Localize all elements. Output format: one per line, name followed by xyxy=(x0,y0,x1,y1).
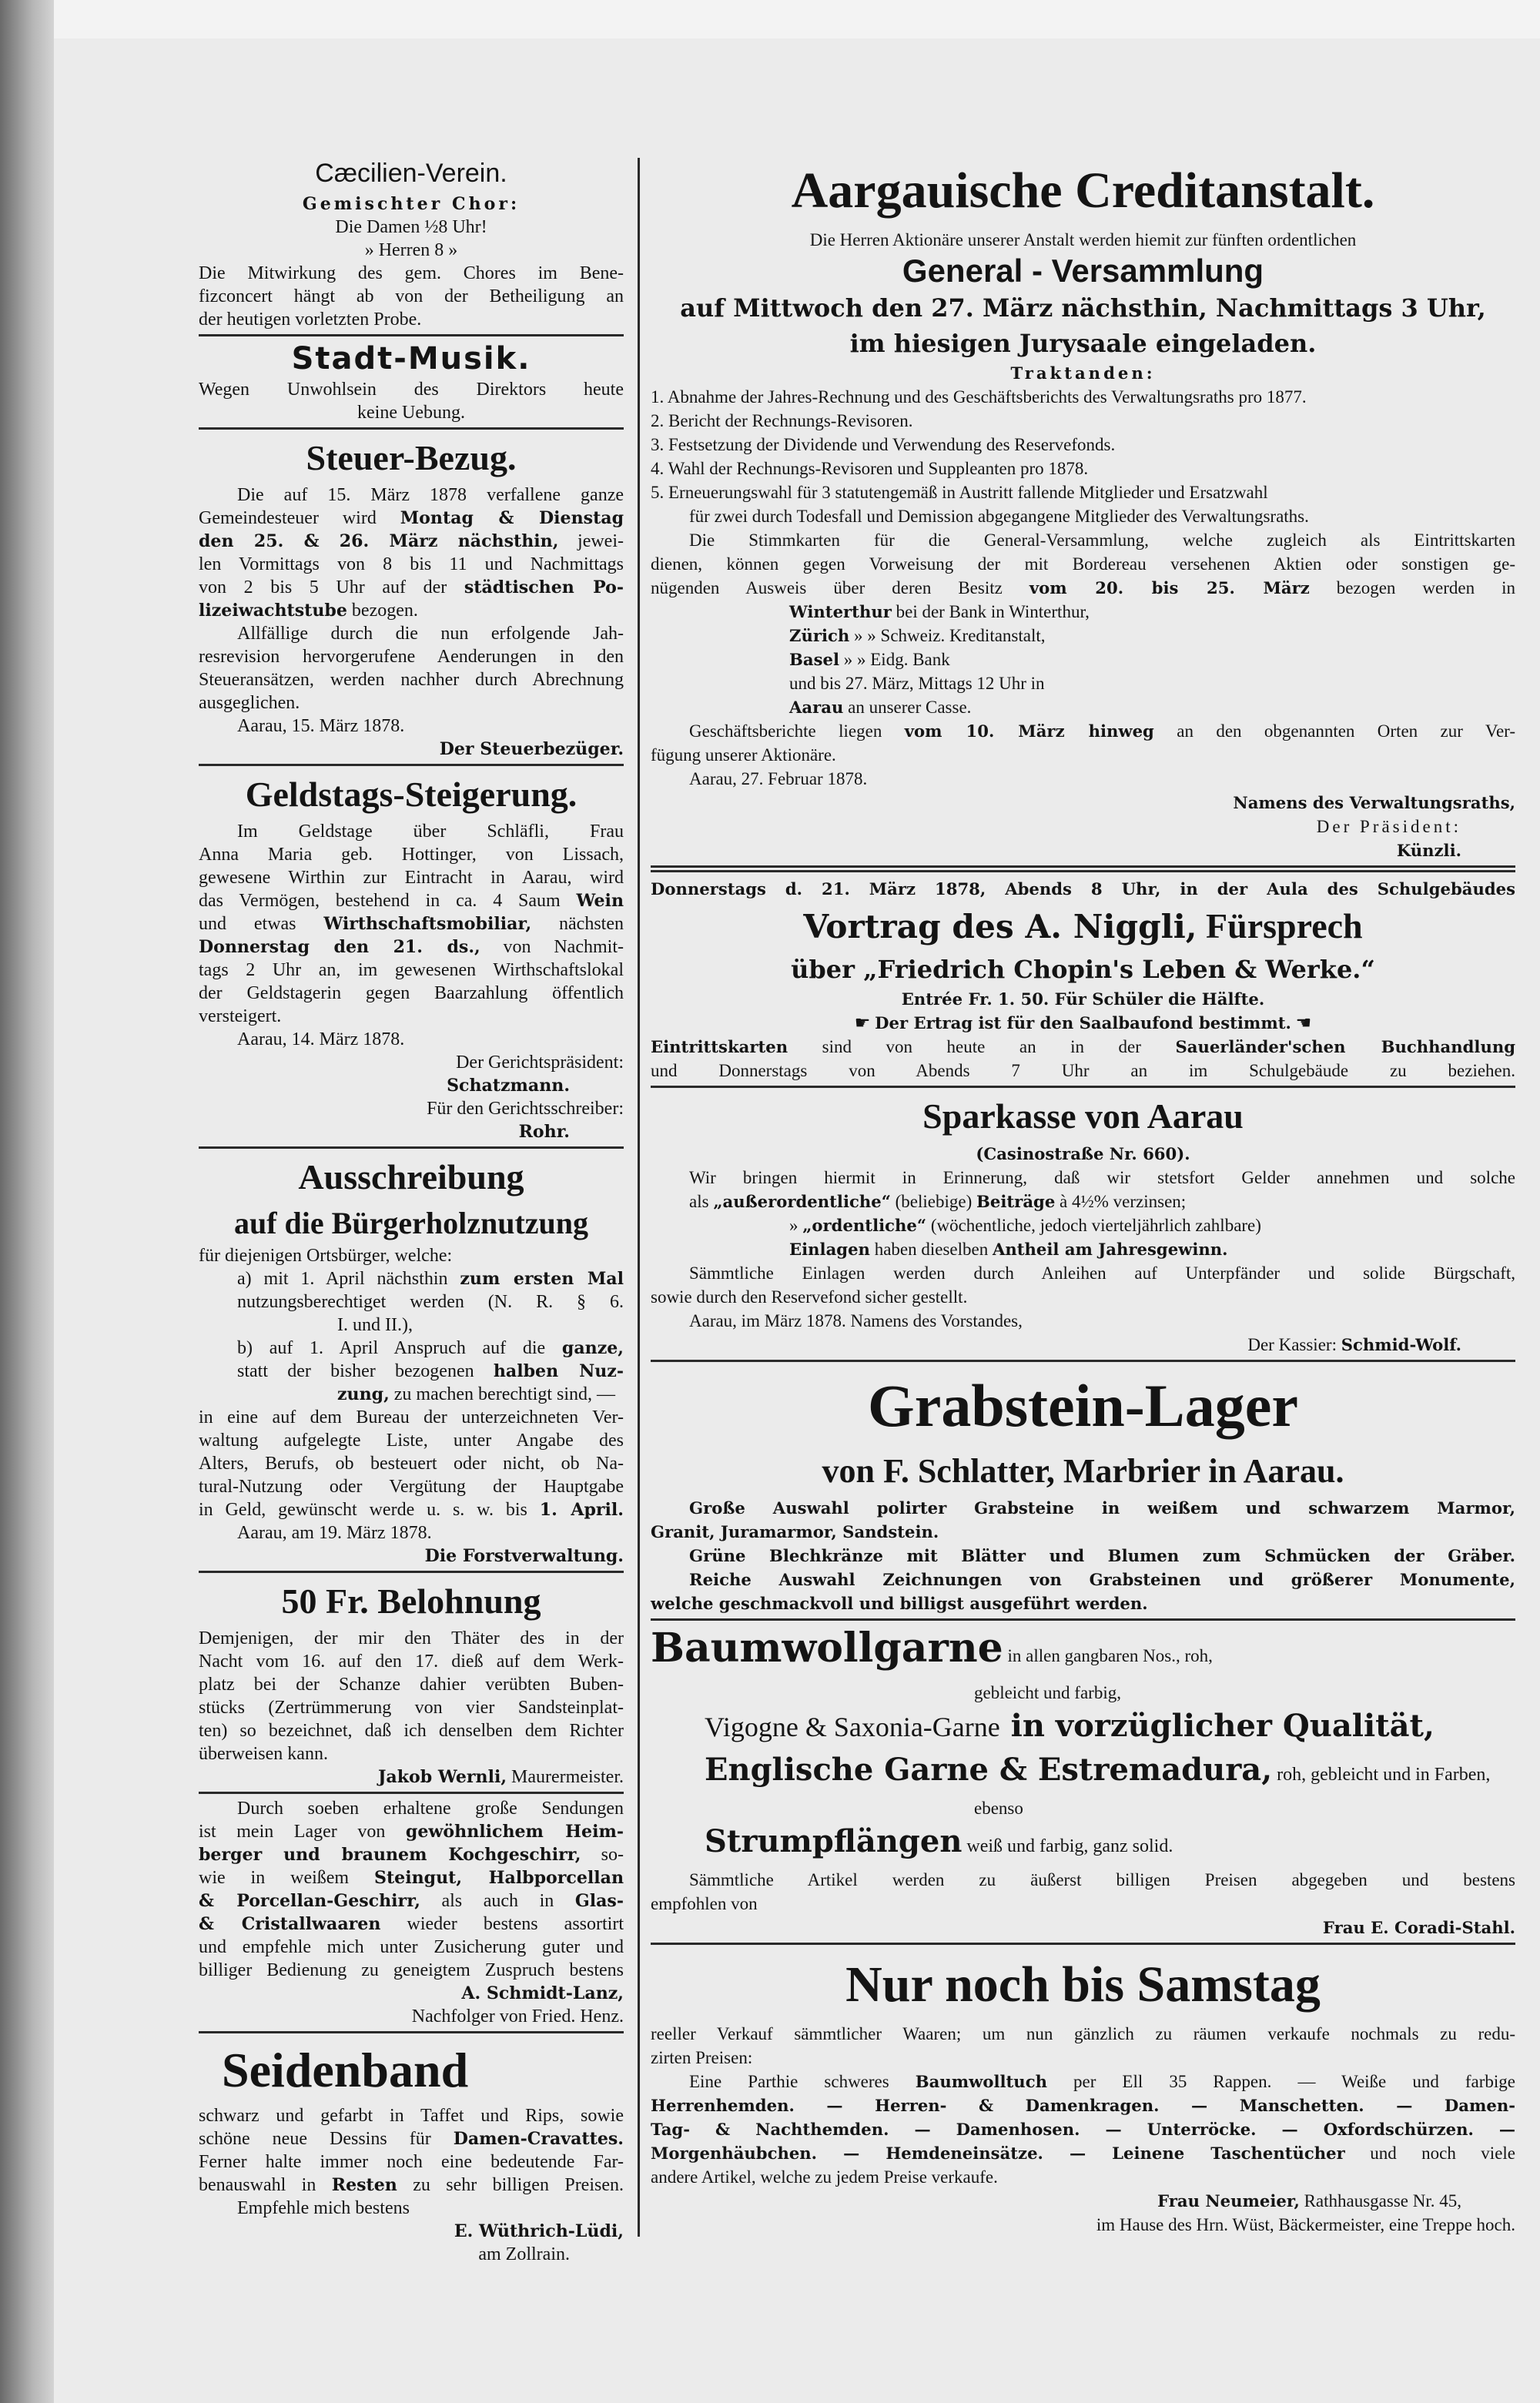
text-line: Empfehle mich bestens xyxy=(237,2198,410,2218)
bold-text: vom 10. März hinweg xyxy=(904,721,1154,741)
text-segment: schöne neue Dessins für xyxy=(199,2129,454,2149)
text-line: Demjenigen, der mir den Thäter des in der xyxy=(199,1628,624,1648)
text-line: Die Damen ½8 Uhr! xyxy=(335,217,487,237)
divider xyxy=(199,334,624,336)
text-line xyxy=(651,719,1515,743)
text-line: und bis 27. März, Mittags 12 Uhr in xyxy=(789,674,1045,693)
text-line: dienen, können gegen Vorweisung der mit Bordereau versehenen Aktien oder sonstigen ge- xyxy=(651,554,1515,574)
ad-heading: Grabstein-Lager xyxy=(868,1372,1298,1439)
text-segment: zu sehr billigen Preisen. xyxy=(397,2175,624,2195)
text-line xyxy=(199,2174,624,2197)
divider xyxy=(651,1618,1515,1621)
bold-text: Der Ertrag ist für den Saalbaufond bestimmt. xyxy=(875,1013,1291,1032)
text-segment: b) auf 1. April Anspruch auf die xyxy=(237,1338,562,1358)
text-line: Aarau, am 19. März 1878. xyxy=(237,1523,432,1543)
ad-heading: Sparkasse von Aarau xyxy=(922,1096,1244,1136)
text-line xyxy=(199,1866,624,1889)
text-segment: an unserer Casse. xyxy=(843,698,972,717)
bold-text: Traktanden: xyxy=(1010,363,1156,383)
bold-text: Der Steuerbezüger. xyxy=(439,739,624,759)
left-column xyxy=(199,154,624,2266)
text-line: Nachfolger von Fried. Henz. xyxy=(411,2006,624,2026)
text-line: I. und II.), xyxy=(337,1315,413,1335)
text-line xyxy=(199,1765,624,1789)
bold-text: Tag- & Nachthemden. — Damenhosen. — Unterröcke. — Oxfordschürzen. — xyxy=(651,2120,1515,2139)
ad-heading: 50 Fr. Belohnung xyxy=(281,1581,541,1621)
text-line xyxy=(199,2220,624,2243)
text-line: 1. Abnahme der Jahres-Rechnung und des Geschäftsberichts des Verwaltungsraths pro 1877. xyxy=(651,387,1307,407)
text-line: in eine auf dem Bureau der unterzeichneten Ver- xyxy=(199,1407,624,1427)
text-line xyxy=(199,530,624,553)
divider xyxy=(651,1360,1515,1362)
text-segment: Rathhausgasse Nr. 45, xyxy=(1299,2191,1461,2211)
text-line: Wir bringen hiermit in Erinnerung, daß wir stetsfort Gelder annehmen und solche xyxy=(689,1168,1515,1187)
text-line: platz bei der Schanze dahier verübten Buben- xyxy=(199,1675,624,1695)
bold-text: Entrée Fr. 1. 50. Für Schüler die Hälfte. xyxy=(901,989,1265,1009)
text-line xyxy=(199,576,624,599)
text-line: len Vormittags von 8 bis 11 und Nachmittags xyxy=(199,554,624,574)
text-segment: (wöchentliche, jedoch vierteljährlich zahlbare) xyxy=(926,1216,1261,1235)
ad-heading: Stadt-Musik. xyxy=(291,341,531,377)
text-segment: das Vermögen, bestehend in ca. 4 Saum xyxy=(199,891,577,911)
bold-text: Frau Neumeier, xyxy=(1157,2191,1300,2211)
text-line: auf die Bürgerholznutzung xyxy=(233,1206,589,1240)
text-line: Sämmtliche Einlagen werden durch Anleihen auf Unterpfänder und solide Bürgschaft, xyxy=(689,1263,1515,1283)
bold-text: Beiträge xyxy=(976,1192,1056,1211)
text-segment: bei der Bank in Winterthur, xyxy=(891,602,1090,621)
bold-text: Namens des Verwaltungsraths, xyxy=(1233,793,1515,812)
text-line: überweisen kann. xyxy=(199,1744,328,1764)
text-segment: als xyxy=(689,1192,714,1211)
bold-text: Vortrag des A. Niggli, xyxy=(803,907,1197,945)
bold-text: über „Friedrich Chopin's Leben & Werke.“ xyxy=(791,955,1375,984)
text-line xyxy=(651,2117,1515,2141)
divider xyxy=(199,1571,624,1573)
text-segment: bezogen. xyxy=(346,601,418,621)
text-line xyxy=(651,1142,1515,1166)
text-line: » Herren 8 » xyxy=(364,240,458,260)
text-line xyxy=(199,507,624,530)
text-segment: und noch viele xyxy=(1344,2144,1516,2163)
bold-text: welche geschmackvoll und billigst ausgeführt werden. xyxy=(651,1594,1148,1613)
text-segment: Vigogne & Saxonia-Garne xyxy=(705,1712,1000,1742)
text-line: Im Geldstage über Schläfli, Frau xyxy=(237,822,624,842)
bold-text: Antheil am Jahresgewinn. xyxy=(992,1240,1228,1259)
text-line: gewesene Wirthin zur Eintracht in Aarau, wird xyxy=(199,868,624,888)
ad-heading xyxy=(651,877,1515,901)
text-line xyxy=(199,1267,624,1290)
text-line: stücks (Zertrümmerung von vier Sandsteinplat- xyxy=(199,1698,624,1718)
text-line xyxy=(651,1820,1515,1868)
bold-text: vom 20. bis 25. März xyxy=(1029,578,1310,597)
bold-text: Herrenhemden. — Herren- & Damenkragen. — Manschetten. — Damen- xyxy=(651,2096,1515,2115)
text-segment: jewei- xyxy=(558,531,624,551)
ad-heading: Aargauische Creditanstalt. xyxy=(791,162,1375,219)
ad-heading: Seidenband xyxy=(222,2043,469,2097)
text-line: Der Präsident: xyxy=(1316,817,1461,836)
text-line xyxy=(199,1498,624,1521)
text-line xyxy=(651,952,1515,987)
text-line xyxy=(651,1749,1515,1796)
text-line: fizconcert hängt ab von der Betheiligung an xyxy=(199,286,624,306)
text-line xyxy=(651,1568,1515,1591)
text-line xyxy=(651,648,1515,671)
text-segment: statt der bisher bezogenen xyxy=(237,1361,494,1381)
divider xyxy=(651,1943,1515,1945)
divider xyxy=(199,427,624,430)
text-line xyxy=(651,2189,1515,2213)
bold-text: Wein xyxy=(576,891,624,911)
bold-text: Englische Garne & Estremadura, xyxy=(705,1752,1273,1788)
text-line xyxy=(651,1011,1515,1035)
text-line xyxy=(199,2127,624,2150)
text-segment: als auch in xyxy=(420,1891,575,1911)
text-line: und Donnerstags von Abends 7 Uhr an im Schulgebäude zu beziehen. xyxy=(651,1061,1515,1080)
bold-text: Granit, Juramarmor, Sandstein. xyxy=(651,1522,939,1541)
page-binding-edge xyxy=(0,0,54,2403)
text-line xyxy=(199,935,624,959)
text-line: von F. Schlatter, Marbrier in Aarau. xyxy=(822,1452,1344,1490)
text-segment: Geschäftsberichte liegen xyxy=(689,721,905,741)
text-segment: nächsten xyxy=(531,914,624,934)
ad-heading: Cæcilien-Verein. xyxy=(315,159,507,188)
bold-text: Aarau xyxy=(789,698,844,717)
ad-baumwollgarne xyxy=(651,1624,1515,1939)
text-line: 4. Wahl der Rechnungs-Revisoren und Suppleanten pro 1878. xyxy=(651,459,1089,478)
divider xyxy=(199,1146,624,1149)
text-line xyxy=(199,1545,624,1568)
text-segment: ist mein Lager von xyxy=(199,1822,406,1842)
text-segment: an den obgenannten Orten zur Ver- xyxy=(1153,721,1516,741)
ad-schmidt-lanz xyxy=(199,1797,624,2028)
text-line: Aarau, 14. März 1878. xyxy=(237,1029,405,1049)
text-segment: von Nachmit- xyxy=(480,937,624,957)
text-line xyxy=(651,901,1515,952)
bold-text: lizeiwachtstube xyxy=(199,601,347,621)
text-line xyxy=(199,1820,624,1843)
bold-text: & Porcellan-Geschirr, xyxy=(199,1891,420,1911)
text-line: der Geldstagerin gegen Baarzahlung öffentlich xyxy=(199,983,624,1003)
divider xyxy=(651,865,1515,868)
bold-text: halben Nuz- xyxy=(493,1361,624,1381)
text-segment: zu machen berechtigt sind, — xyxy=(389,1384,616,1404)
text-line: andere Artikel, welche zu jedem Preise verkaufe. xyxy=(651,2167,998,2187)
text-line: Aarau, 15. März 1878. xyxy=(237,716,405,736)
text-line: Nacht vom 16. auf den 17. dieß auf dem Werk- xyxy=(199,1652,624,1672)
text-line xyxy=(651,1333,1515,1357)
text-line: ten) so bezeichnet, daß ich denselben dem Richter xyxy=(199,1721,624,1741)
text-line: billiger Bedienung zu geneigtem Zuspruch bestens xyxy=(199,1960,624,1980)
text-line xyxy=(651,791,1515,815)
text-line: Aarau, im März 1878. Namens des Vorstandes, xyxy=(689,1311,1023,1330)
text-segment: von 2 bis 5 Uhr auf der xyxy=(199,577,464,597)
scan-top-margin xyxy=(0,0,1540,38)
right-column xyxy=(651,154,1515,2237)
text-segment: Eine Parthie schweres xyxy=(689,2072,916,2091)
text-segment: roh, gebleicht und in Farben, xyxy=(1272,1765,1491,1785)
bold-text: 1. April. xyxy=(539,1500,624,1520)
bold-text: städtischen Po- xyxy=(464,577,624,597)
text-segment: » » Schweiz. Kreditanstalt, xyxy=(849,626,1046,645)
bold-text: Resten xyxy=(331,2175,397,2195)
bold-text: gewöhnlichem Heim- xyxy=(405,1822,624,1842)
text-line xyxy=(651,2070,1515,2093)
text-line: der heutigen vorletzten Probe. xyxy=(199,310,422,330)
text-segment: per Ell 35 Rappen. — Weiße und farbige xyxy=(1046,2072,1516,2091)
text-line xyxy=(651,1544,1515,1568)
text-line: General - Versammlung xyxy=(902,253,1264,289)
text-line: sowie durch den Reservefond sicher gestellt. xyxy=(651,1287,968,1307)
divider xyxy=(199,2031,624,2033)
bold-text: Die Forstverwaltung. xyxy=(424,1546,624,1566)
text-line: schwarz und gefarbt in Taffet und Rips, sowie xyxy=(199,2106,624,2126)
text-segment: » » Eidg. Bank xyxy=(839,650,950,669)
text-line: 3. Festsetzung der Dividende und Verwendung des Reservefonds. xyxy=(651,435,1116,454)
text-segment: in allen gangbaren Nos., roh, xyxy=(1003,1646,1213,1665)
text-line: Sämmtliche Artikel werden zu äußerst billigen Preisen abgegeben und bestens xyxy=(689,1870,1515,1889)
text-line xyxy=(651,326,1515,361)
text-line xyxy=(651,576,1515,600)
text-line: empfohlen von xyxy=(651,1894,758,1913)
bold-text: Schatzmann. xyxy=(447,1076,570,1096)
ad-belohnung xyxy=(199,1576,624,1789)
divider xyxy=(199,1792,624,1794)
text-line xyxy=(651,1190,1515,1213)
text-line: Wegen Unwohlsein des Direktors heute xyxy=(199,380,624,400)
text-line: Der Gerichtspräsident: xyxy=(456,1053,624,1073)
bold-text: Gemischter Chor: xyxy=(302,194,521,214)
bold-text: Glas- xyxy=(574,1891,624,1911)
text-line xyxy=(199,738,624,761)
text-segment: a) mit 1. April nächsthin xyxy=(237,1269,460,1289)
text-line: am Zollrain. xyxy=(478,2244,570,2264)
text-segment: benauswahl in xyxy=(199,2175,332,2195)
text-line xyxy=(651,1496,1515,1520)
bold-text: Winterthur xyxy=(789,602,892,621)
text-segment: Der Kassier: xyxy=(1247,1335,1341,1354)
bold-text: auf Mittwoch den 27. März nächsthin, Nachmittags 3 Uhr, xyxy=(680,293,1486,323)
text-line xyxy=(651,838,1515,862)
bold-text: Baumwolltuch xyxy=(915,2072,1047,2091)
text-line xyxy=(651,361,1515,385)
text-segment: haben dieselben xyxy=(869,1240,993,1259)
bold-text: zum ersten Mal xyxy=(460,1269,624,1289)
bold-text: Künzli. xyxy=(1396,841,1461,860)
text-line: 5. Erneuerungswahl für 3 statutengemäß in Austritt fallende Mitglieder und Ersatzwahl xyxy=(651,483,1268,502)
text-segment: à 4½% verzinsen; xyxy=(1055,1192,1187,1211)
bold-text: Jakob Wernli, xyxy=(377,1767,507,1787)
text-line: keine Uebung. xyxy=(357,403,465,423)
text-line: waltung aufgelegte Liste, unter Angabe des xyxy=(199,1431,624,1451)
text-line xyxy=(199,1843,624,1866)
text-line: für zwei durch Todesfall und Demission abgegangene Mitglieder des Verwaltungsraths. xyxy=(689,507,1309,526)
text-segment: ☚ xyxy=(1291,1013,1312,1032)
bold-text: Damen-Cravattes. xyxy=(453,2129,624,2149)
ad-heading: Steuer-Bezug. xyxy=(306,438,517,477)
text-segment: in Geld, gewünscht werde u. s. w. bis xyxy=(199,1500,540,1520)
ad-ausschreibung xyxy=(199,1152,624,1568)
text-segment: ☛ xyxy=(854,1013,875,1032)
ad-seidenband xyxy=(199,2037,624,2266)
bold-text: Eintrittskarten xyxy=(651,1037,788,1056)
bold-text: Donnerstags d. 21. März 1878, Abends 8 Uhr, in der Aula des Schulgebäudes xyxy=(651,879,1515,899)
text-segment: wie in weißem xyxy=(199,1868,374,1888)
bold-text: E. Wüthrich-Lüdi, xyxy=(454,2221,624,2241)
text-segment: » xyxy=(789,1216,803,1235)
text-line: im Hause des Hrn. Wüst, Bäckermeister, eine Treppe hoch. xyxy=(1096,2215,1515,2234)
text-line: Ferner halte immer noch eine bedeutende Far- xyxy=(199,2152,624,2172)
text-segment: wieder bestens assortirt xyxy=(380,1914,624,1934)
text-line xyxy=(651,1916,1515,1939)
text-line xyxy=(651,600,1515,624)
bold-text: Einlagen xyxy=(789,1240,870,1259)
text-line: tags 2 Uhr an, im gewesenen Wirthschaftslokal xyxy=(199,960,624,980)
text-line xyxy=(199,1383,624,1406)
text-line: Die Mitwirkung des gem. Chores im Bene- xyxy=(199,263,624,283)
text-line xyxy=(199,1120,624,1143)
text-line xyxy=(199,1074,624,1097)
bold-text: Sauerländer'schen Buchhandlung xyxy=(1175,1037,1515,1056)
text-line: reeller Verkauf sämmtlicher Waaren; um nun gänzlich zu räumen verkaufe nochmals zu redu- xyxy=(651,2024,1515,2043)
text-line: ausgeglichen. xyxy=(199,693,300,713)
text-line: Die auf 15. März 1878 verfallene ganze xyxy=(237,485,624,505)
ad-nur-noch-bis-samstag xyxy=(651,1948,1515,2237)
text-line: gebleicht und farbig, xyxy=(974,1683,1121,1702)
bold-text: Wirthschaftsmobiliar, xyxy=(323,914,532,934)
text-segment: so- xyxy=(581,1845,624,1865)
bold-text: Große Auswahl polirter Grabsteine in weißem und schwarzem Marmor, xyxy=(689,1498,1515,1518)
text-line xyxy=(651,1705,1515,1749)
bold-text: „außerordentliche“ xyxy=(713,1192,891,1211)
ad-heading xyxy=(651,1624,1515,1681)
bold-text: Morgenhäubchen. — Hemdeneinsätze. — Leinene Taschentücher xyxy=(651,2144,1345,2163)
text-line xyxy=(199,192,624,216)
ad-heading: Ausschreibung xyxy=(298,1157,524,1196)
text-line xyxy=(651,1035,1515,1059)
text-line xyxy=(651,695,1515,719)
ad-vortrag-niggli xyxy=(651,877,1515,1083)
column-divider xyxy=(638,158,640,2237)
text-line: ebenso xyxy=(974,1799,1023,1818)
bold-text: in vorzüglicher Qualität, xyxy=(999,1708,1435,1744)
text-line: fügung unserer Aktionäre. xyxy=(651,745,836,765)
text-segment: (beliebige) xyxy=(890,1192,977,1211)
divider xyxy=(651,1086,1515,1088)
bold-text: Basel xyxy=(789,650,839,669)
bold-text: A. Schmidt-Lanz, xyxy=(461,1983,624,2003)
bold-text: im hiesigen Jurysaale eingeladen. xyxy=(849,329,1317,358)
text-line: Steueransätzen, werden nachher durch Abrechnung xyxy=(199,670,624,690)
text-line xyxy=(651,1237,1515,1261)
text-line: Anna Maria geb. Hottinger, von Lissach, xyxy=(199,845,624,865)
bold-text: Zürich xyxy=(789,626,850,645)
text-line xyxy=(651,1213,1515,1237)
text-line xyxy=(651,290,1515,326)
text-line: und empfehle mich unter Zusicherung guter und xyxy=(199,1937,624,1957)
bold-text: „ordentliche“ xyxy=(802,1216,927,1235)
text-line: resrevision hervorgerufene Aenderungen in den xyxy=(199,647,624,667)
bold-text: Donnerstag den 21. ds., xyxy=(199,937,480,957)
text-line xyxy=(651,987,1515,1011)
ad-steuer-bezug xyxy=(199,433,624,761)
text-segment: Maurermeister. xyxy=(507,1767,624,1787)
text-line: Die Herren Aktionäre unserer Anstalt werden hiemit zur fünften ordentlichen xyxy=(809,230,1357,249)
ad-grabstein-lager xyxy=(651,1365,1515,1615)
text-line xyxy=(651,1520,1515,1544)
text-line xyxy=(199,1889,624,1913)
text-segment: Gemeindesteuer wird xyxy=(199,508,400,528)
bold-text: Frau E. Coradi-Stahl. xyxy=(1322,1918,1515,1937)
bold-text: Strumpflängen xyxy=(705,1823,962,1859)
text-line xyxy=(651,624,1515,648)
ad-caecilien-verein xyxy=(199,154,624,331)
ad-geldstags-steigerung xyxy=(199,769,624,1143)
text-line xyxy=(651,2093,1515,2117)
bold-text: Montag & Dienstag xyxy=(400,508,624,528)
text-line xyxy=(199,599,624,622)
text-segment: weiß und farbig, ganz solid. xyxy=(962,1836,1173,1856)
text-segment: bezogen werden in xyxy=(1309,578,1515,597)
text-line: zirten Preisen: xyxy=(651,2048,753,2067)
text-line: versteigert. xyxy=(199,1006,282,1026)
text-line xyxy=(199,889,624,912)
bold-text: & Cristallwaaren xyxy=(199,1914,381,1934)
bold-text: Reiche Auswahl Zeichnungen von Grabsteinen und größerer Monumente, xyxy=(689,1570,1515,1589)
text-line xyxy=(199,1982,624,2005)
text-segment: nügenden Ausweis über deren Besitz xyxy=(651,578,1029,597)
text-line xyxy=(199,912,624,935)
divider xyxy=(199,764,624,766)
bold-text: Baumwollgarne xyxy=(651,1625,1003,1672)
ad-aargauische-creditanstalt xyxy=(651,154,1515,862)
text-line: tural-Nutzung oder Vergütung der Hauptgabe xyxy=(199,1477,624,1497)
bold-text: berger und braunem Kochgeschirr, xyxy=(199,1845,581,1865)
text-line xyxy=(199,1360,624,1383)
ad-heading: Durch soeben erhaltene große Sendungen xyxy=(237,1799,624,1819)
text-line: Für den Gerichtsschreiber: xyxy=(427,1099,624,1119)
text-segment: und etwas xyxy=(199,914,324,934)
text-line xyxy=(651,2141,1515,2165)
text-line xyxy=(651,1591,1515,1615)
bold-text: Steingut, Halbporcellan xyxy=(374,1868,624,1888)
bold-text: (Casinostraße Nr. 660). xyxy=(976,1144,1190,1163)
bold-text: Schmid-Wolf. xyxy=(1341,1335,1461,1354)
ad-heading: Nur noch bis Samstag xyxy=(845,1956,1321,2013)
ad-heading: Geldstags-Steigerung. xyxy=(245,775,578,814)
ad-sparkasse-aarau xyxy=(651,1091,1515,1357)
text-line xyxy=(199,1913,624,1936)
text-line: Allfällige durch die nun erfolgende Jah- xyxy=(237,624,624,644)
text-line: für diejenigen Ortsbürger, welche: xyxy=(199,1246,453,1266)
text-line: 2. Bericht der Rechnungs-Revisoren. xyxy=(651,411,913,430)
bold-text: Rohr. xyxy=(518,1122,570,1142)
bold-text: Grüne Blechkränze mit Blätter und Blumen zum Schmücken der Gräber. xyxy=(689,1546,1515,1565)
text-line: Alters, Berufs, ob besteuert oder nicht, ob Na- xyxy=(199,1454,624,1474)
text-segment: sind von heute an in der xyxy=(788,1037,1176,1056)
text-line: Die Stimmkarten für die General-Versammlung, welche zugleich als Eintrittskarten xyxy=(689,530,1515,550)
text-line: Aarau, 27. Februar 1878. xyxy=(689,769,868,788)
text-segment: Fürsprech xyxy=(1197,906,1363,945)
bold-text: ganze, xyxy=(561,1338,624,1358)
ad-stadt-musik xyxy=(199,340,624,424)
text-line xyxy=(199,1337,624,1360)
text-line: nutzungsberechtiget werden (N. R. § 6. xyxy=(237,1292,624,1312)
bold-text: zung, xyxy=(337,1384,390,1404)
bold-text: den 25. & 26. März nächsthin, xyxy=(199,531,559,551)
